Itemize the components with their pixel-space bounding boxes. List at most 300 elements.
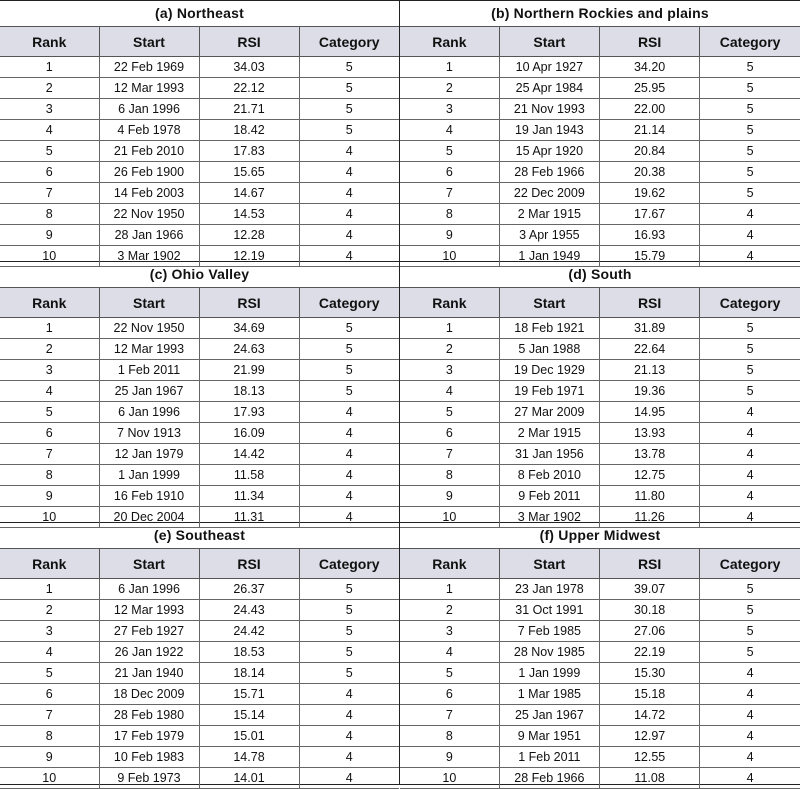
- table-cell: 26 Jan 1922: [99, 642, 199, 663]
- table-row: [0, 444, 399, 465]
- table-row: [400, 465, 800, 486]
- table-cell: 15.79: [599, 246, 699, 267]
- table-row: [400, 162, 800, 183]
- table-cell: 1: [400, 579, 499, 600]
- table-cell: 1 Mar 1985: [499, 684, 599, 705]
- table-cell: 12.28: [199, 225, 299, 246]
- table-cell: 5: [299, 642, 399, 663]
- table-cell: 7: [400, 705, 499, 726]
- column-header: Rank: [0, 288, 99, 318]
- table-row: [0, 579, 399, 600]
- table-cell: 22.64: [599, 339, 699, 360]
- region-panel: [400, 523, 800, 784]
- table-header-row: [400, 27, 800, 57]
- table-cell: 28 Feb 1966: [499, 162, 599, 183]
- table-cell: 25 Jan 1967: [499, 705, 599, 726]
- table-cell: 8: [400, 726, 499, 747]
- table-cell: 9: [400, 747, 499, 768]
- table-cell: 5: [299, 57, 399, 78]
- table-cell: 6: [400, 423, 499, 444]
- table-cell: 28 Jan 1966: [99, 225, 199, 246]
- table-cell: 12.75: [599, 465, 699, 486]
- table-cell: 28 Feb 1966: [499, 768, 599, 789]
- table-cell: 4: [299, 768, 399, 789]
- table-cell: 4: [400, 381, 499, 402]
- table-cell: 5: [299, 78, 399, 99]
- table-cell: 3: [0, 99, 99, 120]
- table-cell: 10 Feb 1983: [99, 747, 199, 768]
- table-cell: 4: [299, 141, 399, 162]
- table-cell: 11.26: [599, 507, 699, 528]
- table-cell: 22 Nov 1950: [99, 318, 199, 339]
- table-cell: 4: [299, 486, 399, 507]
- table-cell: 5: [700, 318, 800, 339]
- table-cell: 8: [400, 204, 499, 225]
- table-cell: 12.97: [599, 726, 699, 747]
- table-cell: 17.83: [199, 141, 299, 162]
- table-cell: 2 Mar 1915: [499, 204, 599, 225]
- table-cell: 7: [400, 444, 499, 465]
- table-cell: 28 Feb 1980: [99, 705, 199, 726]
- table-cell: 2: [0, 339, 99, 360]
- table-cell: 10: [0, 768, 99, 789]
- table-cell: 4: [700, 444, 800, 465]
- panel-title: (a) Northeast: [155, 5, 244, 21]
- table-cell: 8 Feb 2010: [499, 465, 599, 486]
- table-row: [400, 381, 800, 402]
- table-cell: 12.55: [599, 747, 699, 768]
- table-cell: 6 Jan 1996: [99, 402, 199, 423]
- table-cell: 22 Dec 2009: [499, 183, 599, 204]
- table-cell: 4: [700, 246, 800, 267]
- table-row: [0, 360, 399, 381]
- table-cell: 9: [400, 225, 499, 246]
- table-row: [400, 360, 800, 381]
- table-cell: 14.95: [599, 402, 699, 423]
- table-cell: 13.78: [599, 444, 699, 465]
- table-cell: 21 Jan 1940: [99, 663, 199, 684]
- table-cell: 16.93: [599, 225, 699, 246]
- table-cell: 34.20: [599, 57, 699, 78]
- table-cell: 2: [400, 339, 499, 360]
- table-row: [400, 642, 800, 663]
- table-row: [0, 381, 399, 402]
- table-cell: 22.00: [599, 99, 699, 120]
- table-cell: 18 Feb 1921: [499, 318, 599, 339]
- table-cell: 5: [700, 621, 800, 642]
- table-cell: 20.84: [599, 141, 699, 162]
- table-cell: 18.53: [199, 642, 299, 663]
- table-cell: 5: [700, 141, 800, 162]
- table-row: [0, 642, 399, 663]
- column-header: RSI: [199, 27, 299, 57]
- table-cell: 16.09: [199, 423, 299, 444]
- column-header: Start: [99, 549, 199, 579]
- table-cell: 3: [0, 360, 99, 381]
- table-row: [0, 747, 399, 768]
- table-cell: 5 Jan 1988: [499, 339, 599, 360]
- table-row: [400, 183, 800, 204]
- table-row: [0, 465, 399, 486]
- table-row: [400, 486, 800, 507]
- table-cell: 4: [700, 705, 800, 726]
- table-row: [400, 339, 800, 360]
- table-cell: 5: [700, 120, 800, 141]
- table-row: [0, 663, 399, 684]
- table-cell: 10 Apr 1927: [499, 57, 599, 78]
- table-cell: 12 Mar 1993: [99, 78, 199, 99]
- table-cell: 22.19: [599, 642, 699, 663]
- table-cell: 7: [0, 183, 99, 204]
- table-cell: 4: [299, 444, 399, 465]
- table-cell: 18.14: [199, 663, 299, 684]
- table-cell: 21.99: [199, 360, 299, 381]
- table-header-row: [0, 27, 399, 57]
- table-row: [0, 339, 399, 360]
- table-cell: 5: [700, 360, 800, 381]
- table-cell: 21.13: [599, 360, 699, 381]
- table-cell: 2: [400, 600, 499, 621]
- table-cell: 24.42: [199, 621, 299, 642]
- region-panel: [0, 1, 400, 262]
- table-row: [400, 684, 800, 705]
- panel-title: (b) Northern Rockies and plains: [491, 5, 709, 21]
- table-cell: 4: [700, 768, 800, 789]
- table-cell: 7: [0, 705, 99, 726]
- table-row: [400, 747, 800, 768]
- table-cell: 5: [299, 339, 399, 360]
- column-header: RSI: [199, 549, 299, 579]
- table-cell: 34.03: [199, 57, 299, 78]
- table-cell: 7 Nov 1913: [99, 423, 199, 444]
- table-cell: 4: [299, 726, 399, 747]
- table-cell: 5: [299, 99, 399, 120]
- table-cell: 5: [700, 57, 800, 78]
- table-cell: 1: [0, 318, 99, 339]
- table-cell: 13.93: [599, 423, 699, 444]
- table-cell: 19.62: [599, 183, 699, 204]
- column-header: Rank: [0, 549, 99, 579]
- ranking-table: [0, 26, 399, 267]
- table-cell: 1 Feb 2011: [499, 747, 599, 768]
- table-cell: 3 Apr 1955: [499, 225, 599, 246]
- panel-title: (e) Southeast: [153, 527, 246, 543]
- table-cell: 15.71: [199, 684, 299, 705]
- table-cell: 6: [0, 423, 99, 444]
- column-header: RSI: [599, 288, 699, 318]
- table-cell: 4: [299, 402, 399, 423]
- table-row: [400, 402, 800, 423]
- table-cell: 9 Mar 1951: [499, 726, 599, 747]
- table-cell: 4: [299, 246, 399, 267]
- table-cell: 9: [0, 225, 99, 246]
- table-row: [0, 705, 399, 726]
- table-cell: 8: [0, 726, 99, 747]
- table-row: [0, 600, 399, 621]
- table-cell: 5: [299, 381, 399, 402]
- table-cell: 17.93: [199, 402, 299, 423]
- region-panel: [400, 1, 800, 262]
- table-cell: 12 Mar 1993: [99, 600, 199, 621]
- table-cell: 3 Mar 1902: [499, 507, 599, 528]
- table-row: [0, 318, 399, 339]
- table-cell: 6: [400, 162, 499, 183]
- table-cell: 1: [0, 579, 99, 600]
- table-cell: 5: [299, 318, 399, 339]
- table-cell: 34.69: [199, 318, 299, 339]
- table-cell: 7 Feb 1985: [499, 621, 599, 642]
- table-cell: 5: [0, 141, 99, 162]
- table-cell: 4: [700, 486, 800, 507]
- table-cell: 21.14: [599, 120, 699, 141]
- table-cell: 9 Feb 1973: [99, 768, 199, 789]
- table-cell: 8: [0, 204, 99, 225]
- table-cell: 15 Apr 1920: [499, 141, 599, 162]
- table-cell: 4: [0, 381, 99, 402]
- table-cell: 14.67: [199, 183, 299, 204]
- table-row: [400, 120, 800, 141]
- table-header-row: [0, 288, 399, 318]
- table-cell: 12 Mar 1993: [99, 339, 199, 360]
- table-cell: 2 Mar 1915: [499, 423, 599, 444]
- table-cell: 4: [299, 423, 399, 444]
- table-cell: 30.18: [599, 600, 699, 621]
- table-cell: 18.13: [199, 381, 299, 402]
- table-cell: 19.36: [599, 381, 699, 402]
- column-header: Rank: [0, 27, 99, 57]
- table-cell: 5: [0, 663, 99, 684]
- table-cell: 5: [0, 402, 99, 423]
- table-cell: 4: [700, 402, 800, 423]
- table-cell: 5: [299, 663, 399, 684]
- table-cell: 6: [0, 684, 99, 705]
- table-cell: 17 Feb 1979: [99, 726, 199, 747]
- table-cell: 1 Feb 2011: [99, 360, 199, 381]
- table-cell: 14.53: [199, 204, 299, 225]
- table-cell: 21.71: [199, 99, 299, 120]
- table-row: [0, 204, 399, 225]
- table-cell: 26.37: [199, 579, 299, 600]
- table-row: [0, 621, 399, 642]
- table-cell: 21 Feb 2010: [99, 141, 199, 162]
- table-cell: 31 Oct 1991: [499, 600, 599, 621]
- table-cell: 2: [0, 78, 99, 99]
- column-header: Start: [99, 288, 199, 318]
- table-row: [0, 78, 399, 99]
- table-row: [400, 621, 800, 642]
- table-cell: 4: [299, 747, 399, 768]
- region-panel: [400, 262, 800, 523]
- table-cell: 22.12: [199, 78, 299, 99]
- table-cell: 9: [400, 486, 499, 507]
- table-cell: 14.01: [199, 768, 299, 789]
- table-row: [400, 600, 800, 621]
- ranking-table: [0, 287, 399, 528]
- table-cell: 19 Dec 1929: [499, 360, 599, 381]
- table-cell: 10: [400, 246, 499, 267]
- table-cell: 5: [400, 663, 499, 684]
- table-row: [0, 726, 399, 747]
- table-cell: 4: [299, 465, 399, 486]
- table-cell: 10: [0, 246, 99, 267]
- column-header: Category: [700, 27, 800, 57]
- table-cell: 4: [299, 705, 399, 726]
- table-cell: 12.19: [199, 246, 299, 267]
- panel-title: (f) Upper Midwest: [539, 527, 661, 543]
- table-cell: 3: [400, 99, 499, 120]
- table-cell: 3: [0, 621, 99, 642]
- table-cell: 4: [0, 120, 99, 141]
- table-cell: 25 Jan 1967: [99, 381, 199, 402]
- column-header: Start: [99, 27, 199, 57]
- table-cell: 4: [299, 684, 399, 705]
- table-cell: 6: [0, 162, 99, 183]
- ranking-table: [400, 287, 800, 528]
- table-cell: 5: [700, 162, 800, 183]
- table-row: [0, 768, 399, 789]
- table-cell: 25 Apr 1984: [499, 78, 599, 99]
- table-cell: 4: [700, 204, 800, 225]
- table-cell: 4: [299, 225, 399, 246]
- column-header: RSI: [599, 549, 699, 579]
- column-header: Start: [499, 288, 599, 318]
- table-cell: 4: [700, 465, 800, 486]
- table-cell: 17.67: [599, 204, 699, 225]
- table-cell: 18.42: [199, 120, 299, 141]
- table-cell: 11.31: [199, 507, 299, 528]
- table-cell: 5: [400, 141, 499, 162]
- column-header: Rank: [400, 288, 499, 318]
- table-cell: 1: [400, 318, 499, 339]
- table-row: [400, 204, 800, 225]
- column-header: Start: [499, 549, 599, 579]
- table-cell: 10: [400, 507, 499, 528]
- table-cell: 15.65: [199, 162, 299, 183]
- table-header-row: [400, 549, 800, 579]
- table-cell: 22 Feb 1969: [99, 57, 199, 78]
- region-panel: [0, 262, 400, 523]
- table-cell: 4: [299, 162, 399, 183]
- table-cell: 25.95: [599, 78, 699, 99]
- table-cell: 1 Jan 1949: [499, 246, 599, 267]
- table-cell: 5: [700, 579, 800, 600]
- table-cell: 11.08: [599, 768, 699, 789]
- table-cell: 1: [400, 57, 499, 78]
- table-cell: 4: [700, 663, 800, 684]
- table-cell: 14.78: [199, 747, 299, 768]
- table-row: [0, 423, 399, 444]
- table-row: [400, 768, 800, 789]
- table-cell: 1 Jan 1999: [99, 465, 199, 486]
- table-row: [400, 579, 800, 600]
- table-cell: 4: [400, 642, 499, 663]
- table-row: [400, 663, 800, 684]
- table-cell: 5: [700, 642, 800, 663]
- table-cell: 27 Mar 2009: [499, 402, 599, 423]
- table-header-row: [0, 549, 399, 579]
- table-cell: 28 Nov 1985: [499, 642, 599, 663]
- table-cell: 5: [299, 621, 399, 642]
- table-row: [400, 57, 800, 78]
- table-cell: 26 Feb 1900: [99, 162, 199, 183]
- panel-title: (d) South: [568, 266, 632, 282]
- table-cell: 5: [700, 183, 800, 204]
- table-cell: 15.01: [199, 726, 299, 747]
- table-row: [400, 78, 800, 99]
- table-row: [0, 225, 399, 246]
- table-cell: 14.42: [199, 444, 299, 465]
- table-row: [400, 99, 800, 120]
- table-cell: 11.58: [199, 465, 299, 486]
- column-header: RSI: [599, 27, 699, 57]
- table-cell: 7: [400, 183, 499, 204]
- table-cell: 11.34: [199, 486, 299, 507]
- table-cell: 5: [700, 339, 800, 360]
- column-header: RSI: [199, 288, 299, 318]
- table-cell: 3: [400, 360, 499, 381]
- table-row: [400, 318, 800, 339]
- table-cell: 4: [700, 507, 800, 528]
- column-header: Category: [299, 549, 399, 579]
- table-row: [0, 120, 399, 141]
- table-row: [0, 141, 399, 162]
- table-cell: 4: [299, 507, 399, 528]
- table-cell: 4: [299, 183, 399, 204]
- table-cell: 5: [700, 600, 800, 621]
- table-cell: 5: [700, 381, 800, 402]
- table-cell: 39.07: [599, 579, 699, 600]
- table-row: [0, 99, 399, 120]
- table-cell: 3 Mar 1902: [99, 246, 199, 267]
- table-cell: 6: [400, 684, 499, 705]
- table-row: [0, 57, 399, 78]
- table-cell: 10: [400, 768, 499, 789]
- table-cell: 2: [0, 600, 99, 621]
- column-header: Rank: [400, 549, 499, 579]
- table-cell: 18 Dec 2009: [99, 684, 199, 705]
- table-cell: 15.14: [199, 705, 299, 726]
- table-cell: 3: [400, 621, 499, 642]
- table-cell: 7: [0, 444, 99, 465]
- table-cell: 4: [700, 423, 800, 444]
- table-cell: 9: [0, 486, 99, 507]
- table-cell: 9 Feb 2011: [499, 486, 599, 507]
- table-row: [400, 141, 800, 162]
- column-header: Category: [700, 549, 800, 579]
- table-cell: 4 Feb 1978: [99, 120, 199, 141]
- table-cell: 5: [700, 78, 800, 99]
- table-cell: 27 Feb 1927: [99, 621, 199, 642]
- table-cell: 21 Nov 1993: [499, 99, 599, 120]
- table-cell: 6 Jan 1996: [99, 579, 199, 600]
- table-cell: 24.63: [199, 339, 299, 360]
- table-cell: 15.30: [599, 663, 699, 684]
- column-header: Category: [299, 27, 399, 57]
- table-cell: 19 Jan 1943: [499, 120, 599, 141]
- table-cell: 5: [299, 120, 399, 141]
- table-cell: 5: [700, 99, 800, 120]
- table-cell: 4: [400, 120, 499, 141]
- table-cell: 14 Feb 2003: [99, 183, 199, 204]
- table-cell: 6 Jan 1996: [99, 99, 199, 120]
- table-row: [0, 684, 399, 705]
- table-cell: 20.38: [599, 162, 699, 183]
- region-panel: [0, 523, 400, 784]
- table-cell: 14.72: [599, 705, 699, 726]
- table-cell: 15.18: [599, 684, 699, 705]
- table-cell: 31 Jan 1956: [499, 444, 599, 465]
- table-cell: 10: [0, 507, 99, 528]
